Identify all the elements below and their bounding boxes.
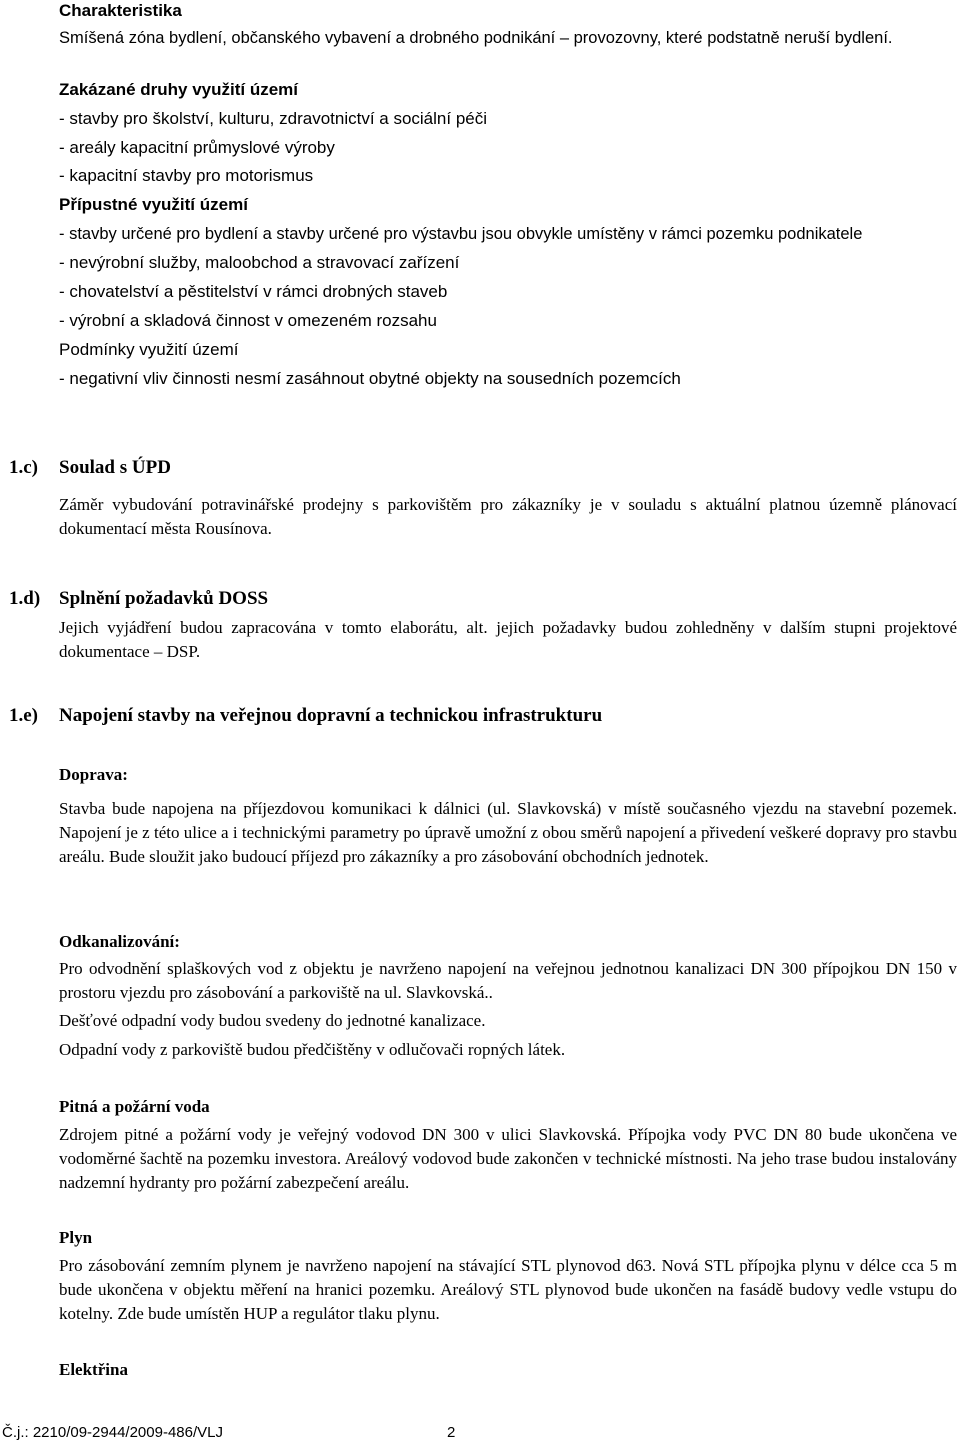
odkanalizovani-line: Odpadní vody z parkoviště budou předčištěny v odlučovači ropných látek. [59, 1040, 566, 1059]
heading-pripustne: Přípustné využití území [59, 195, 248, 214]
charakteristika-text: Smíšená zóna bydlení, občanského vybavení a drobného podnikání – provozovny, které podstatně neruší bydlení. [59, 29, 893, 47]
section-number: 1.d) [9, 588, 41, 609]
section-d-text: Jejich vyjádření budou zapracována v tomto elaborátu, alt. jejich požadavky budou zohledněny v dalším stupni projektové dokumentace – DSP. [59, 618, 957, 661]
section-c-text: Záměr vybudování potravinářské prodejny s parkovištěm pro zákazníky je v souladu s aktuální platnou územně plánovací dokumentací města Rousínova. [59, 495, 957, 538]
pripustne-item: - nevýrobní služby, maloobchod a stravovací zařízení [59, 253, 460, 272]
zakazane-item: - stavby pro školství, kulturu, zdravotnictví a sociální péči [59, 109, 488, 128]
pripustne-item: - chovatelství a pěstitelství v rámci drobných staveb [59, 282, 448, 301]
section-title: Soulad s ÚPD [59, 457, 171, 478]
podminky-item: - negativní vliv činnosti nesmí zasáhnout obytné objekty na sousedních pozemcích [59, 369, 681, 388]
heading-odkanalizovani: Odkanalizování: [59, 932, 180, 951]
heading-zakazane: Zakázané druhy využití území [59, 80, 299, 99]
section-number: 1.c) [9, 457, 39, 478]
section-title: Splnění požadavků DOSS [59, 588, 269, 609]
pripustne-item: - stavby určené pro bydlení a stavby určené pro výstavbu jsou obvykle umístěny v rámci pozemku podnikatele [59, 225, 863, 243]
heading-plyn: Plyn [59, 1228, 93, 1247]
heading-pitna-voda: Pitná a požární voda [59, 1097, 210, 1116]
odkanalizovani-text: Pro odvodnění splaškových vod z objektu je navrženo napojení na veřejnou jednotnou kanalizaci DN 300 přípojkou DN 150 v prostoru vjezdu pro zásobování a parkoviště na ul. Slavkovská.. [59, 959, 957, 1002]
doprava-text: Stavba bude napojena na příjezdovou komunikaci k dálnici (ul. Slavkovská) v místě současného vjezdu na stavební pozemek. Napojení je z této ulice a i technickými parametry po úpravě umožní z obou směrů napojení a přivedení veškeré dopravy pro stavbu areálu. Bude sloužit jako budoucí příjezd pro zákazníky a pro zásobování obchodních jednotek. [59, 799, 957, 866]
section-title: Napojení stavby na veřejnou dopravní a technickou infrastrukturu [59, 705, 603, 726]
section-number: 1.e) [9, 705, 39, 726]
heading-doprava: Doprava: [59, 765, 128, 784]
pitna-voda-text: Zdrojem pitné a požární vody je veřejný vodovod DN 300 v ulici Slavkovská. Přípojka vody PVC DN 80 bude ukončena ve vodoměrné šachtě na pozemku investora. Areálový vodovod bude zakončen v technické místnosti. Na jeho trase budou instalovány nadzemní hydranty pro požární zabezpečení areálu. [59, 1125, 957, 1192]
zakazane-item: - kapacitní stavby pro motorismus [59, 166, 314, 185]
heading-charakteristika: Charakteristika [59, 1, 182, 20]
page-number: 2 [447, 1424, 456, 1441]
footer-reference: Č.j.: 2210/09-2944/2009-486/VLJ [2, 1424, 223, 1441]
zakazane-item: - areály kapacitní průmyslové výroby [59, 138, 335, 157]
heading-podminky: Podmínky využití území [59, 340, 239, 359]
heading-elektrina: Elektřina [59, 1360, 128, 1379]
plyn-text: Pro zásobování zemním plynem je navrženo napojení na stávající STL plynovod d63. Nová STL přípojka plynu v délce cca 5 m bude ukončena v objektu měření na hranici pozemku. Areálový STL plynovod bude ukončen na fasádě budovy vedle vstupu do kotelny. Zde bude umístěn HUP a regulátor tlaku plynu. [59, 1256, 957, 1323]
pripustne-item: - výrobní a skladová činnost v omezeném rozsahu [59, 311, 437, 330]
odkanalizovani-line: Dešťové odpadní vody budou svedeny do jednotné kanalizace. [59, 1011, 486, 1030]
